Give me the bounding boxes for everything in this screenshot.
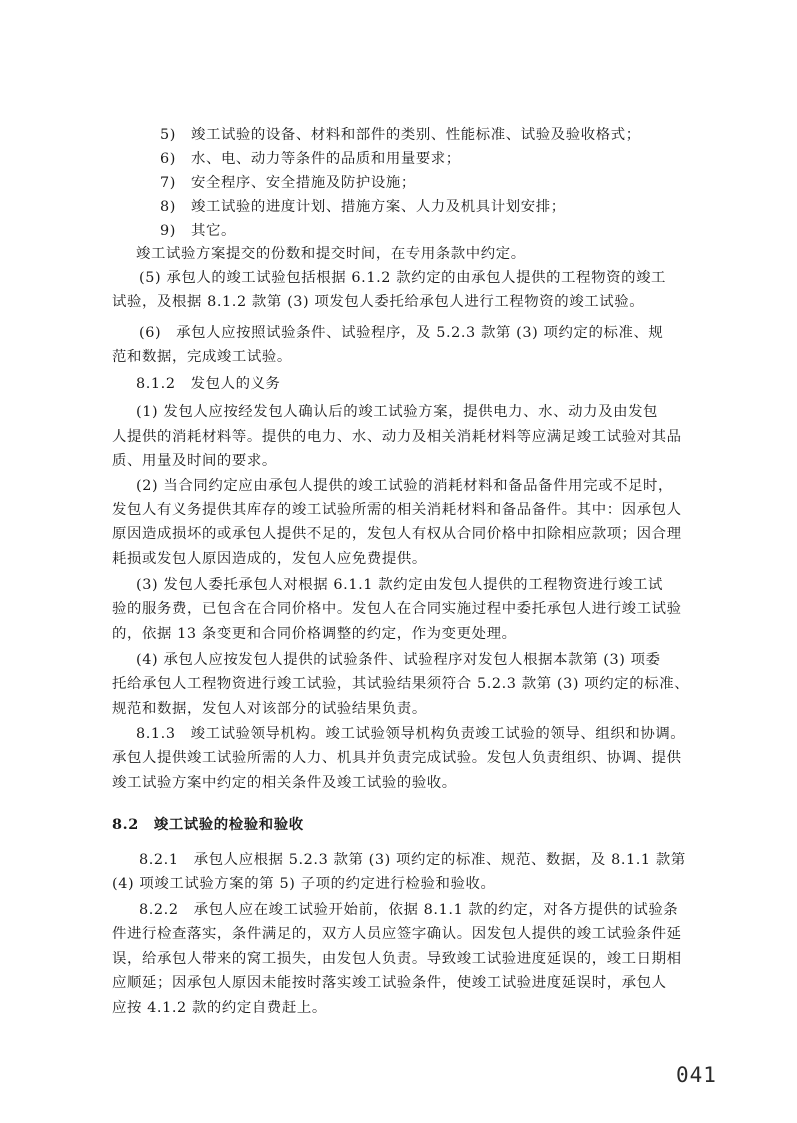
body-line: 原因造成损坏的或承包人提供不足的，发包人有权从合同价格中扣除相应款项；因合理 <box>112 526 682 542</box>
body-line: 试验，及根据 8.1.2 款第 (3) 项发包人委托给承包人进行工程物资的竣工试验。 <box>112 294 645 310</box>
body-line: 验的服务费，已包含在合同价格中。发包人在合同实施过程中委托承包人进行竣工试验 <box>112 601 682 617</box>
body-line: (6) 承包人应按照试验条件、试验程序，及 5.2.3 款第 (3) 项约定的标准、规 <box>139 325 664 341</box>
list-item-8: 8) 竣工试验的进度计划、措施方案、人力及机具计划安排； <box>160 199 566 215</box>
page-number: 041 <box>676 1063 717 1087</box>
body-line: 误，给承包人带来的窝工损失，由发包人负责。导致竣工试验进度延误的，竣工日期相 <box>112 951 682 967</box>
body-line: 发包人有义务提供其库存的竣工试验所需的相关消耗材料和备品备件。其中：因承包人 <box>112 502 682 518</box>
body-line: 竣工试验方案提交的份数和提交时间，在专用条款中约定。 <box>136 246 526 262</box>
section-heading: 8.1.2 发包人的义务 <box>136 376 281 392</box>
list-item-5: 5) 竣工试验的设备、材料和部件的类别、性能标准、试验及验收格式； <box>160 127 641 143</box>
body-line: 的，依据 13 条变更和合同价格调整的约定，作为变更处理。 <box>112 626 517 642</box>
body-line: 承包人提供竣工试验所需的人力、机具并负责完成试验。发包人负责组织、协调、提供 <box>112 750 682 766</box>
body-line: 托给承包人工程物资进行竣工试验，其试验结果须符合 5.2.3 款第 (3) 项约定的标准、 <box>112 676 690 692</box>
body-line: 竣工试验方案中约定的相关条件及竣工试验的验收。 <box>112 775 457 791</box>
list-item-9: 9) 其它。 <box>160 223 236 239</box>
section-heading: 8.2 竣工试验的检验和验收 <box>112 816 304 833</box>
body-line: (1) 发包人应按经发包人确认后的竣工试验方案，提供电力、水、动力及由发包 <box>136 404 659 420</box>
body-line: 件进行检查落实，条件满足的，双方人员应签字确认。因发包人提供的竣工试验条件延 <box>112 926 682 942</box>
body-line: 范和数据，完成竣工试验。 <box>112 349 292 365</box>
body-line: (4) 承包人应按发包人提供的试验条件、试验程序对发包人根据本款第 (3) 项委 <box>136 652 661 668</box>
body-line: 应按 4.1.2 款的约定自费赶上。 <box>112 1000 327 1016</box>
body-line: 人提供的消耗材料等。提供的电力、水、动力及相关消耗材料等应满足竣工试验对其品 <box>112 429 682 445</box>
body-line: 应顺延；因承包人原因未能按时落实竣工试验条件，使竣工试验进度延误时，承包人 <box>112 975 667 991</box>
body-line: (4) 项竣工试验方案的第 5) 子项的约定进行检验和验收。 <box>112 876 496 892</box>
body-line: 8.2.2 承包人应在竣工试验开始前，依据 8.1.1 款的约定，对各方提供的试验条 <box>139 902 679 918</box>
body-line: 8.2.1 承包人应根据 5.2.3 款第 (3) 项约定的标准、规范、数据，及 8.1.1 款第 <box>139 852 686 868</box>
body-line: 耗损或发包人原因造成的，发包人应免费提供。 <box>112 551 427 567</box>
body-line: 质、用量及时间的要求。 <box>112 453 277 469</box>
body-line: (5) 承包人的竣工试验包括根据 6.1.2 款约定的由承包人提供的工程物资的竣工 <box>139 270 667 286</box>
body-line: 8.1.3 竣工试验领导机构。竣工试验领导机构负责竣工试验的领导、组织和协调。 <box>136 726 686 742</box>
body-line: (2) 当合同约定应由承包人提供的竣工试验的消耗材料和备品备件用完或不足时， <box>136 478 674 494</box>
body-line: (3) 发包人委托承包人对根据 6.1.1 款约定由发包人提供的工程物资进行竣工试 <box>136 577 664 593</box>
list-item-7: 7) 安全程序、安全措施及防护设施； <box>160 175 416 191</box>
body-line: 规范和数据，发包人对该部分的试验结果负责。 <box>112 701 427 717</box>
list-item-6: 6) 水、电、动力等条件的品质和用量要求； <box>160 151 461 167</box>
